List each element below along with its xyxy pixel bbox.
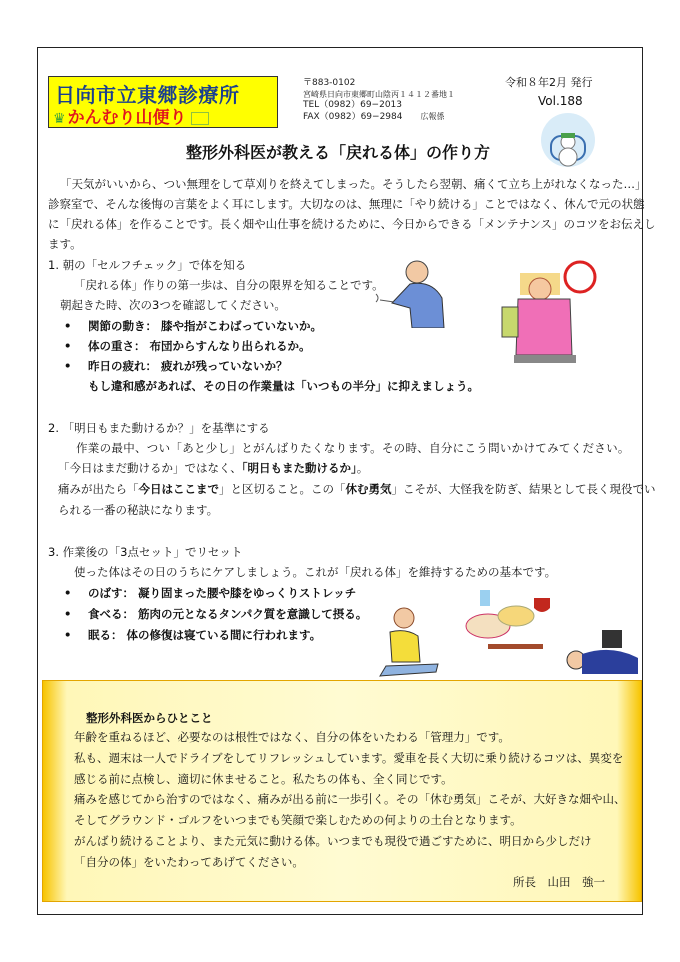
section2-line [58,458,368,478]
newsletter-name [53,103,209,128]
section3-heading: 3. 作業後の「3点セット」でリセット [48,545,243,559]
section1-line: 朝起きた時、次の3つを確認してください。 [60,298,286,312]
meal-illustration [458,590,558,652]
message-heading: 整形外科医からひとこと [86,711,213,725]
bullet-item: • 体の重さ： 布団からすんなり出られるか。 [88,336,311,356]
postal-code: 〒883-0102 [303,78,356,88]
message-line: 感じる前に点検し、適切に休ませること。私たちの体も、全く同じです。 [74,771,453,786]
message-line: そしてグラウンド・ゴルフをいつまでも笑顔で楽しむための何よりの土台となります。 [74,813,522,828]
department: 広報係 [420,112,445,121]
section1-heading: 1. 朝の「セルフチェック」で体を知る [48,258,247,272]
article-title: 整形外科医が教える「戻れる体」の作り方 [186,143,491,162]
section2-line: 作業の最中、つい「あと少し」とがんばりたくなります。その時、自分にこう問いかけてみてください。 [76,441,630,455]
address-block [303,78,455,123]
fax: FAX（0982）69−2984 [303,112,403,122]
text: 。 [356,461,369,475]
envelope-icon [191,112,209,125]
message-line: 私も、週末は一人でドライブをしてリフレッシュしています。愛車を長く大切に乗り続けるコツは、異変を [74,750,624,765]
snowman-icon [537,112,599,170]
section2-line [58,479,656,499]
bullet-item: • 昨日の疲れ： 疲れが残っていないか？ [88,356,288,376]
section1-line: 「戻れる体」作りの第一歩は、自分の限界を知ることです。 [74,278,384,292]
newsletter-name-text: かんむり山便り [67,108,187,128]
sleeping-person-illustration [562,630,640,682]
clinic-logo [48,76,278,128]
section2-line: られる一番の秘訣になります。 [58,503,219,517]
section1-note: もし違和感があれば、その日の作業量は「いつもの半分」に抑えましょう。 [88,379,479,393]
address: 宮崎県日向市東郷町山陰丙１４１２番地１ [303,90,455,99]
stiff-man-illustration [372,258,462,328]
section2-heading: 2. 「明日もまた動けるか？」を基準にする [48,421,270,435]
intro-line: ます。 [48,237,82,251]
emphasis: 今日はここまで [138,482,219,496]
intro-line: 診察室で、そんな後悔の言葉をよく耳にします。大切なのは、無理に「やり続ける」ことではなく、休んで元の状態 [48,197,645,211]
message-body [74,727,626,873]
bullet-item: • 食べる： 筋肉の元となるタンパク質を意識して摂る。 [88,604,367,624]
emphasis: 「明日もまた動けるか」 [241,461,357,475]
message-line: 年齢を重ねるほど、必要なのは根性ではなく、自分の体をいたわる「管理力」です。 [74,730,510,744]
bullet-item: • 関節の動き： 膝や指がこわばっていないか。 [88,316,322,336]
woman-in-bed-illustration [500,255,600,367]
section3-line: 使った体はその日のうちにケアしましょう。これが「戻れる体」を維持するための基本です。 [74,565,557,579]
text: 」と区切ること。この「 [219,482,346,496]
bullet-item: • 眠る： 体の修復は寝ている間に行われます。 [88,625,321,645]
text: 痛みが出たら「 [58,482,139,496]
intro-paragraph [48,174,656,254]
issue-date: 令和８年2月 発行 [505,76,593,89]
message-line: 痛みを感じてから治すのではなく、痛みが出る前に一歩引く。その「休む勇気」こそが、大好きな畑や山、 [74,792,626,807]
emphasis: 休む勇気 [345,482,392,496]
text: 」こそが、大怪我を防ぎ、結果として長く現役でい [391,482,656,496]
message-line: がんばり続けることより、また元気に動ける体。いつまでも現役で過ごすために、明日から少しだけ [74,833,592,848]
intro-line: 「天気がいいから、つい無理をして草刈りを終えてしまった。そうしたら翌朝、痛くて立ち上がれなくなった…」 [60,177,647,191]
clinic-name: 日向市立東郷診療所 [55,83,240,107]
bullet-item: • のばす： 凝り固まった腰や膝をゆっくりストレッチ [88,583,356,603]
text: 「今日はまだ動けるか」ではなく、 [58,461,242,475]
intro-line: に「戻れる体」を作ることです。長く畑や山仕事を続けるために、今日からできる「メンテナンス」のコツをお伝えし [48,217,656,231]
message-line: 「自分の体」をいたわってあげてください。 [74,854,304,869]
tel: TEL（0982）69−2013 [303,100,403,110]
crown-icon: ♛ [53,111,66,127]
signature: 所長 山田 強一 [513,875,605,889]
volume-number: Vol.188 [538,94,583,108]
stretching-woman-illustration [376,606,446,680]
